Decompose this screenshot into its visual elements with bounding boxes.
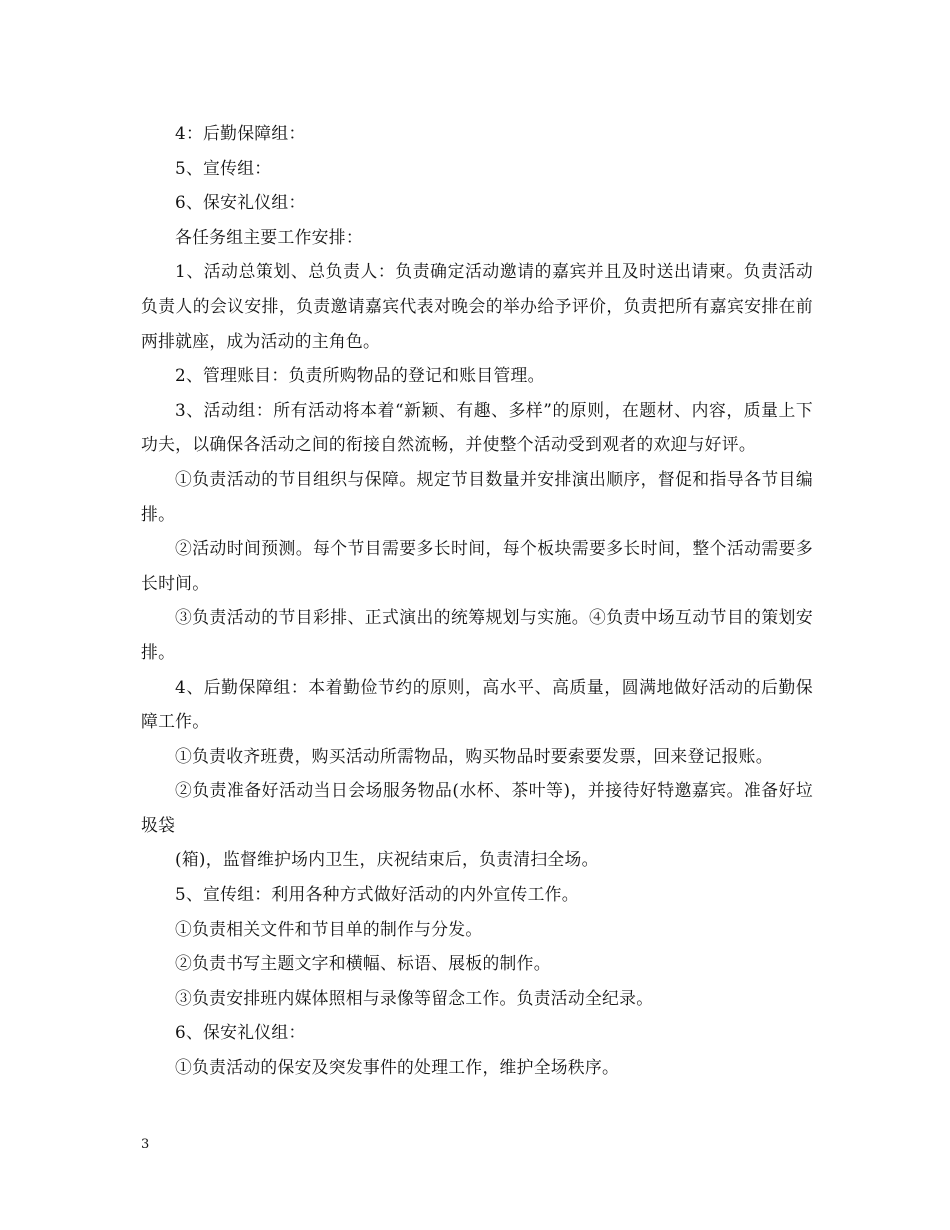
- paragraph: 3、活动组：所有活动将本着“新颖、有趣、多样”的原则，在题材、内容，质量上下功夫，以确保各活动之间的衔接自然流畅，并使整个活动受到观者的欢迎与好评。: [141, 399, 813, 455]
- paragraph: ③负责安排班内媒体照相与录像等留念工作。负责活动全纪录。: [175, 987, 654, 1008]
- paragraph: 2、管理账目：负责所购物品的登记和账目管理。: [175, 365, 545, 386]
- paragraph: ②负责准备好活动当日会场服务物品(水杯、茶叶等)，并接待好特邀嘉宾。准备好垃圾袋: [141, 780, 813, 835]
- paragraph: ①负责收齐班费，购买活动所需物品，购买物品时要索要发票，回来登记报账。: [175, 745, 773, 766]
- page-number: 3: [141, 1137, 150, 1152]
- paragraph: 4、后勤保障组：本着勤俭节约的原则，高水平、高质量，圆满地做好活动的后勤保障工作。: [141, 676, 813, 732]
- paragraph: 6、保安礼仪组：: [175, 192, 306, 213]
- paragraph: ①负责活动的节目组织与保障。规定节目数量并安排演出顺序，督促和指导各节目编排。: [141, 468, 813, 524]
- paragraph: ①负责相关文件和节目单的制作与分发。: [175, 918, 483, 939]
- paragraph: 6、保安礼仪组：: [175, 1022, 306, 1043]
- paragraph: (箱)，监督维护场内卫生，庆祝结束后，负责清扫全场。: [175, 849, 599, 870]
- paragraph: 1、活动总策划、总负责人：负责确定活动邀请的嘉宾并且及时送出请柬。负责活动负责人的会议安排，负责邀请嘉宾代表对晚会的举办给予评价，负责把所有嘉宾安排在前两排就座，成为活动的主角色。: [141, 261, 813, 351]
- paragraph: 5、宣传组：利用各种方式做好活动的内外宣传工作。: [175, 884, 579, 905]
- paragraph: ②活动时间预测。每个节目需要多长时间，每个板块需要多长时间，整个活动需要多长时间。: [141, 538, 813, 593]
- document-body: [141, 116, 813, 1085]
- paragraph: 5、宣传组：: [175, 157, 272, 178]
- paragraph: ①负责活动的保安及突发事件的处理工作，维护全场秩序。: [175, 1057, 620, 1078]
- paragraph: 4：后勤保障组：: [175, 123, 306, 143]
- paragraph: 各任务组主要工作安排：: [175, 226, 363, 247]
- paragraph: ③负责活动的节目彩排、正式演出的统筹规划与实施。④负责中场互动节目的策划安排。: [141, 607, 813, 662]
- paragraph: ②负责书写主题文字和横幅、标语、展板的制作。: [175, 953, 551, 974]
